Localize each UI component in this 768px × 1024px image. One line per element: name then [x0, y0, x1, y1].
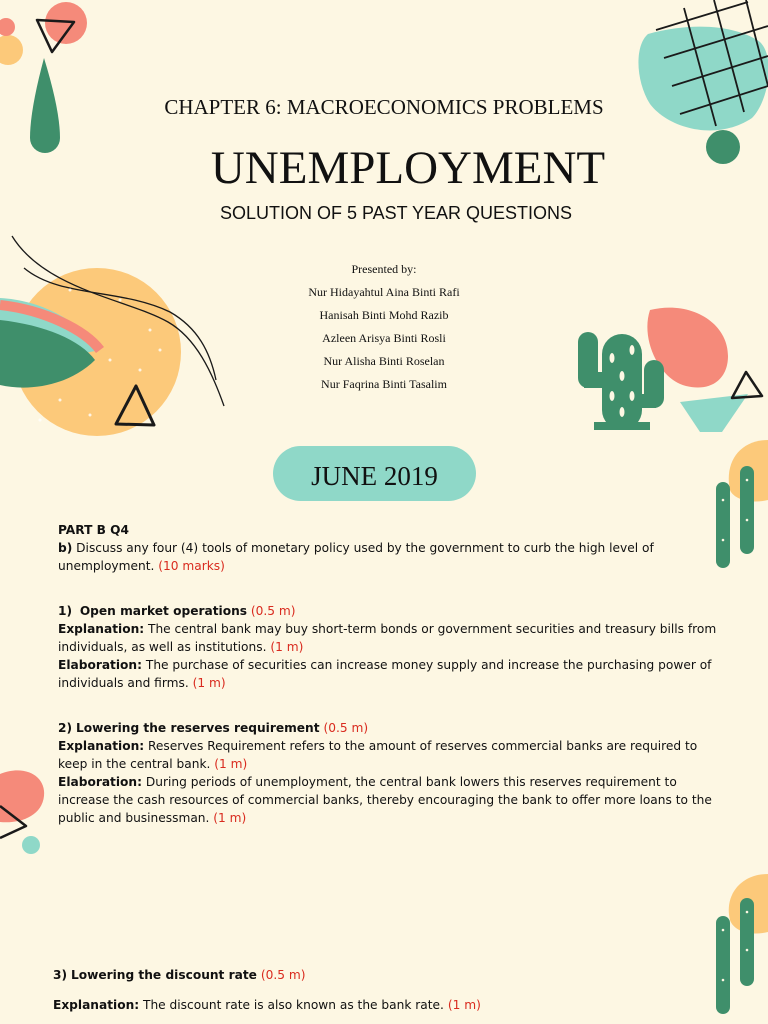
- middle-left-decoration: [0, 236, 224, 436]
- explanation-text-cont: individuals, as well as institutions. (1 m): [58, 640, 304, 654]
- answer-heading: 1) Open market operations (0.5 m): [58, 604, 296, 618]
- presenter-name: Nur Hidayahtul Aina Binti Rafi: [308, 285, 460, 299]
- explanation-text: Explanation: The central bank may buy short-term bonds or government securities and treasury bills from: [58, 622, 717, 636]
- explanation-text: Explanation: Reserves Requirement refers to the amount of reserves commercial banks are required to: [58, 739, 698, 753]
- cactus-decoration: [578, 308, 762, 432]
- presenter-name: Azleen Arisya Binti Rosli: [322, 331, 446, 345]
- elaboration-text-cont: individuals and firms. (1 m): [58, 676, 226, 690]
- page-title: UNEMPLOYMENT: [210, 142, 606, 194]
- question-text: b) Discuss any four (4) tools of monetary policy used by the government to curb the high level of: [58, 541, 654, 555]
- elaboration-text: Elaboration: During periods of unemployment, the central bank lowers this reserves requirement to: [58, 775, 677, 789]
- presented-by-label: Presented by:: [351, 262, 417, 276]
- right-side-decoration: [716, 440, 768, 1014]
- answer-heading: 2) Lowering the reserves requirement (0.5 m): [58, 721, 369, 735]
- elaboration-text-cont: increase the cash resources of commercial banks, thereby encouraging the bank to offer more loans to the: [58, 793, 712, 807]
- question-part: PART B Q4: [58, 523, 130, 537]
- presenter-name: Nur Alisha Binti Roselan: [323, 354, 445, 368]
- session-label: JUNE 2019: [311, 461, 438, 491]
- explanation-text: Explanation: The discount rate is also known as the bank rate. (1 m): [53, 998, 481, 1012]
- chapter-heading: CHAPTER 6: MACROECONOMICS PROBLEMS: [164, 95, 604, 119]
- left-side-decoration: [0, 770, 44, 854]
- elaboration-text: Elaboration: The purchase of securities can increase money supply and increase the purchasing power of: [58, 658, 712, 672]
- top-right-decoration: [638, 0, 768, 164]
- elaboration-text-cont: public and businessman. (1 m): [58, 811, 247, 825]
- top-left-decoration: [0, 2, 87, 153]
- question-text-cont: unemployment. (10 marks): [58, 559, 225, 573]
- answer-heading: 3) Lowering the discount rate (0.5 m): [53, 968, 306, 982]
- presenter-name: Hanisah Binti Mohd Razib: [319, 308, 449, 322]
- presenter-name: Nur Faqrina Binti Tasalim: [321, 377, 447, 391]
- explanation-text-cont: keep in the central bank. (1 m): [58, 757, 248, 771]
- page-subtitle: SOLUTION OF 5 PAST YEAR QUESTIONS: [219, 203, 573, 223]
